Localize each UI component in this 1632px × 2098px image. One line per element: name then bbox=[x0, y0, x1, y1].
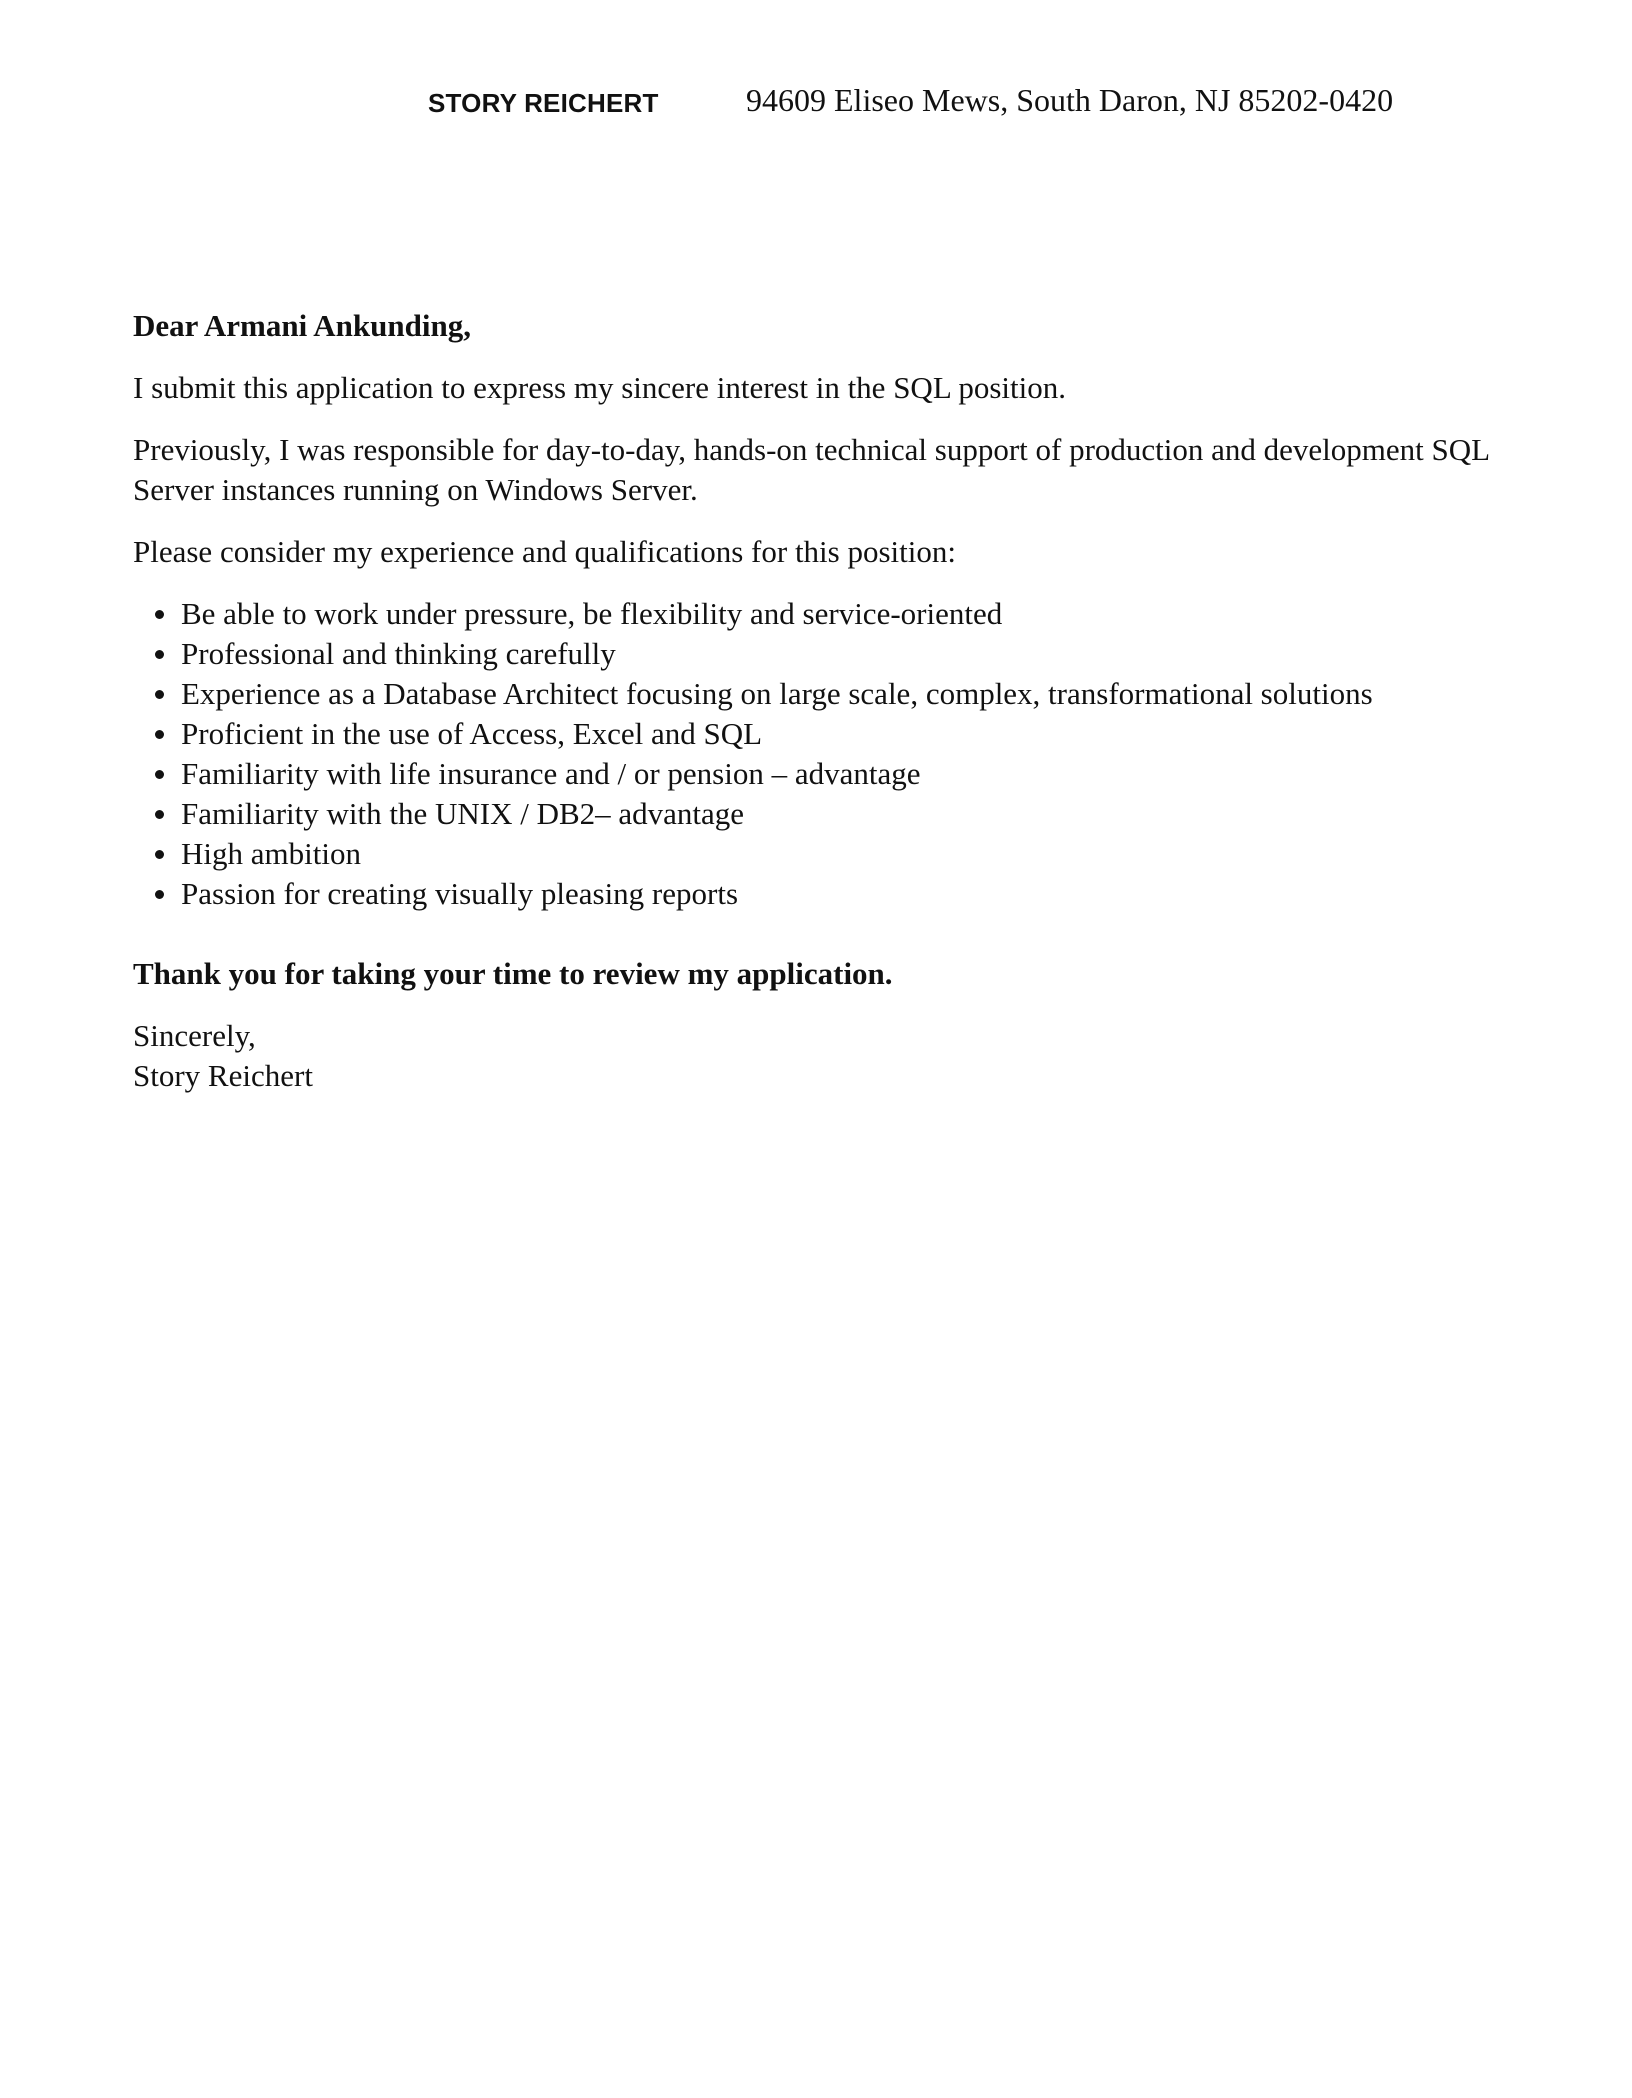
signoff: Sincerely, bbox=[133, 1018, 256, 1053]
letter-header bbox=[0, 82, 1632, 122]
signature-name: Story Reichert bbox=[133, 1058, 313, 1093]
sender-address: 94609 Eliseo Mews, South Daron, NJ 85202-0420 bbox=[746, 82, 1394, 118]
qualifications-intro: Please consider my experience and qualifications for this position: bbox=[133, 534, 956, 569]
list-item: Professional and thinking carefully bbox=[181, 634, 1513, 674]
closing-line: Thank you for taking your time to review my application. bbox=[133, 956, 893, 991]
sender-name: STORY REICHERT bbox=[428, 88, 659, 118]
list-item: Familiarity with life insurance and / or pension – advantage bbox=[181, 754, 1513, 794]
list-item: High ambition bbox=[181, 834, 1513, 874]
list-item: Familiarity with the UNIX / DB2– advantage bbox=[181, 794, 1513, 834]
letter-body bbox=[133, 306, 1513, 1096]
list-item: Passion for creating visually pleasing reports bbox=[181, 874, 1513, 914]
salutation: Dear Armani Ankunding, bbox=[133, 308, 471, 343]
qualifications-list bbox=[133, 594, 1513, 914]
experience-paragraph: Previously, I was responsible for day-to-day, hands-on technical support of production and development SQL Server instances running on Windows Server. bbox=[133, 432, 1489, 507]
intro-paragraph: I submit this application to express my sincere interest in the SQL position. bbox=[133, 370, 1067, 405]
list-item: Be able to work under pressure, be flexibility and service-oriented bbox=[181, 594, 1513, 634]
list-item: Experience as a Database Architect focusing on large scale, complex, transformational solutions bbox=[181, 674, 1513, 714]
list-item: Proficient in the use of Access, Excel and SQL bbox=[181, 714, 1513, 754]
